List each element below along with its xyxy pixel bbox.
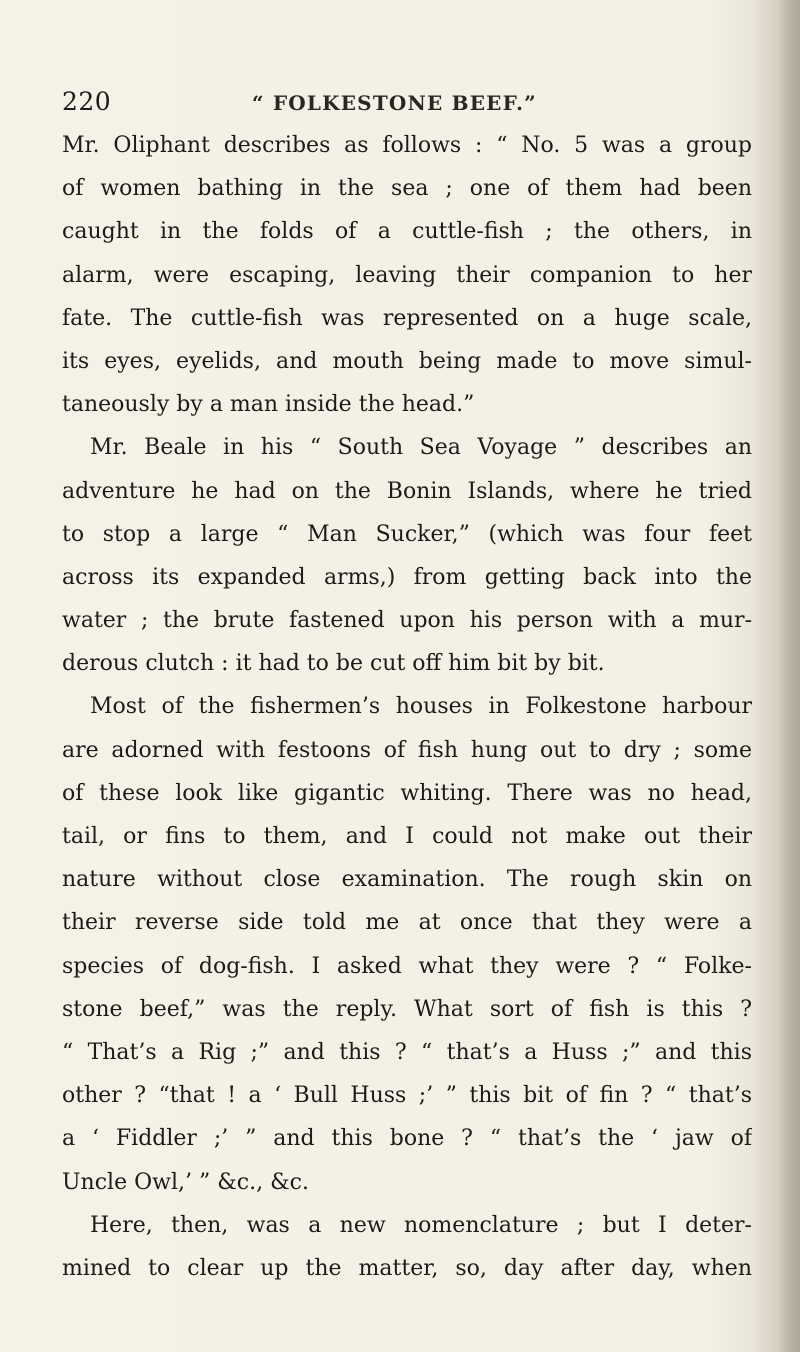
text-line: tail, or fins to them, and I could not make out their	[62, 824, 752, 849]
text-line: water ; the brute fastened upon his person with a mur-	[62, 608, 752, 634]
text-line: other ? “that ! a ‘ Bull Huss ;’ ” this bit of fin ? “ that’s	[62, 1083, 752, 1109]
text-line: derous clutch : it had to be cut off him bit by bit.	[62, 651, 605, 677]
text-line: Most of the fishermen’s houses in Folkestone harbour	[90, 694, 752, 720]
text-line: across its expanded arms,) from getting back into the	[62, 564, 752, 590]
text-line: caught in the folds of a cuttle-fish ; the others, in	[62, 219, 752, 245]
text-line: of these look like gigantic whiting. There was no head,	[62, 780, 752, 806]
text-line: nature without close examination. The rough skin on	[62, 867, 752, 893]
text-line: fate. The cuttle-fish was represented on a huge scale,	[62, 305, 752, 331]
text-line: Uncle Owl,’ ” &c., &c.	[62, 1169, 309, 1195]
body-text	[62, 124, 752, 1290]
text-line: Here, then, was a new nomenclature ; but I deter-	[90, 1212, 752, 1238]
text-line: mined to clear up the matter, so, day after day, when	[62, 1255, 752, 1281]
text-line: adventure he had on the Bonin Islands, where he tried	[62, 478, 752, 504]
text-line: “ That’s a Rig ;” and this ? “ that’s a Huss ;” and this	[62, 1039, 752, 1065]
text-line: its eyes, eyelids, and mouth being made to move simul-	[62, 348, 752, 374]
text-line: of women bathing in the sea ; one of them had been	[62, 176, 752, 202]
text-line: alarm, were escaping, leaving their companion to her	[62, 262, 752, 288]
text-line: Mr. Beale in his “ South Sea Voyage ” describes an	[90, 435, 752, 461]
page-number: 220	[62, 87, 112, 116]
text-line: their reverse side told me at once that they were a	[62, 910, 752, 936]
running-head	[62, 84, 582, 120]
text-line: a ‘ Fiddler ;’ ” and this bone ? “ that’s the ‘ jaw of	[62, 1126, 752, 1152]
text-line: taneously by a man inside the head.”	[62, 392, 475, 418]
text-line: Mr. Oliphant describes as follows : “ No. 5 was a group	[62, 133, 752, 158]
text-line: are adorned with festoons of fish hung out to dry ; some	[62, 737, 752, 763]
text-line: species of dog-fish. I asked what they were ? “ Folke-	[62, 953, 752, 979]
page-edge-shadow	[778, 0, 800, 1352]
text-line: stone beef,” was the reply. What sort of fish is this ?	[62, 996, 752, 1022]
text-line: to stop a large “ Man Sucker,” (which was four feet	[62, 521, 752, 547]
running-title: “ FOLKESTONE BEEF.”	[252, 91, 537, 115]
